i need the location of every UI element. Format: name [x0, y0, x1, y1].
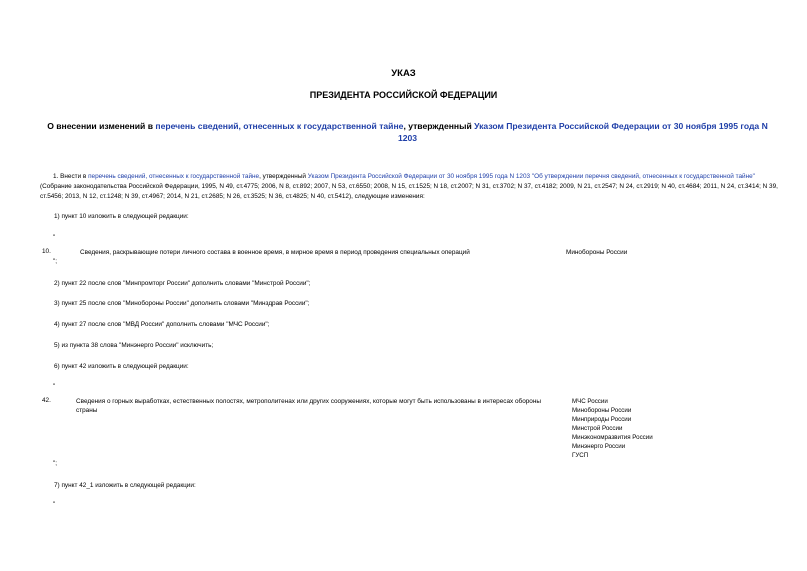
paragraph-1-text-b: , утвержденный	[259, 173, 308, 180]
paragraph-1-link-secrets-list[interactable]: перечень сведений, отнесенных к государственной тайне	[88, 173, 260, 180]
row-42-org-list	[572, 397, 772, 460]
row-10-number: 10.	[42, 248, 51, 255]
row-42-org: МЧС России	[572, 398, 608, 405]
list-item-1: 1) пункт 10 изложить в следующей редакции:	[54, 213, 189, 220]
list-item-3: 3) пункт 25 после слов "Минобороны России" дополнить словами "Минздрав России";	[54, 300, 310, 307]
row-42-org: Минприроды России	[572, 416, 632, 423]
list-item-2: 2) пункт 22 после слов "Минпромторг России" дополнить словами "Минстрой России";	[54, 280, 311, 287]
quote-close-10: ";	[53, 258, 58, 265]
row-42-text: Сведения о горных выработках, естественных полостях, метрополитенах или других сооружениях, которые могут быть использованы в интересах обороны страны	[76, 398, 541, 414]
list-item-7: 7) пункт 42_1 изложить в следующей редакции:	[54, 482, 196, 489]
paragraph-1-text-a: 1. Внести в	[53, 173, 89, 180]
row-42-org: ГУСП	[572, 452, 589, 459]
row-42-org: Минстрой России	[572, 425, 623, 432]
quote-open-42-1: "	[53, 501, 56, 508]
issuer-heading: ПРЕЗИДЕНТА РОССИЙСКОЙ ФЕДЕРАЦИИ	[309, 90, 498, 100]
title-link-secrets-list[interactable]: перечень сведений, отнесенных к государственной тайне	[155, 121, 404, 131]
paragraph-1-link-decree-1203[interactable]: Указом Президента Российской Федерации от 30 ноября 1995 года N 1203 "Об утверждении перечня сведений, отнесенных к государственной тайне"	[307, 173, 755, 180]
row-42-org: Минобороны России	[572, 407, 632, 414]
title-link-decree-1203[interactable]: Указом Президента Российской Федерации от 30 ноября 1995 года N 1203	[397, 121, 768, 143]
paragraph-1-text-c: (Собрание законодательства Российской Федерации, 1995, N 49, ст.4775; 2006, N 8, ст.892; 2007, N 53, ст.6550; 2008, N 15, ст.1525; N 18, ст.2007; N 31, ст.3702; N 37, ст.4182; 2009, N 21, ст.2547; N 24, ст.2919; N 40, ст.4684; 2011, N 24, ст.3414; N 39, ст.5456; 2013, N 12, ст.1248; N 39, ст.4967; 2014, N 21, ст.2685; N 26, ст.3525; N 36, ст.4825; N 40, ст.5412), следующие изменения:	[40, 183, 778, 200]
row-42-org: Минэнерго России	[572, 443, 626, 450]
quote-open-42: "	[53, 383, 56, 390]
title-text-2: , утвержденный	[403, 121, 475, 131]
quote-open-10: "	[53, 234, 56, 241]
paragraph-1	[40, 172, 780, 202]
row-10-text: Сведения, раскрывающие потери личного состава в военное время, в мирное время в период проведения специальных операций	[80, 249, 470, 256]
row-10-org: Минобороны России	[566, 249, 628, 256]
row-42-org: Минэкономразвития России	[572, 434, 653, 441]
document-title	[40, 120, 775, 144]
list-item-6: 6) пункт 42 изложить в следующей редакции:	[54, 363, 189, 370]
quote-close-42: ";	[53, 460, 58, 467]
title-text-1: О внесении изменений в	[47, 121, 156, 131]
list-item-5: 5) из пункта 38 слова "Минэнерго России" исключить;	[54, 342, 214, 349]
row-42-number: 42.	[42, 397, 51, 404]
list-item-4: 4) пункт 27 после слов "МВД России" дополнить словами "МЧС России";	[54, 321, 270, 328]
document-type-heading: УКАЗ	[391, 68, 416, 79]
